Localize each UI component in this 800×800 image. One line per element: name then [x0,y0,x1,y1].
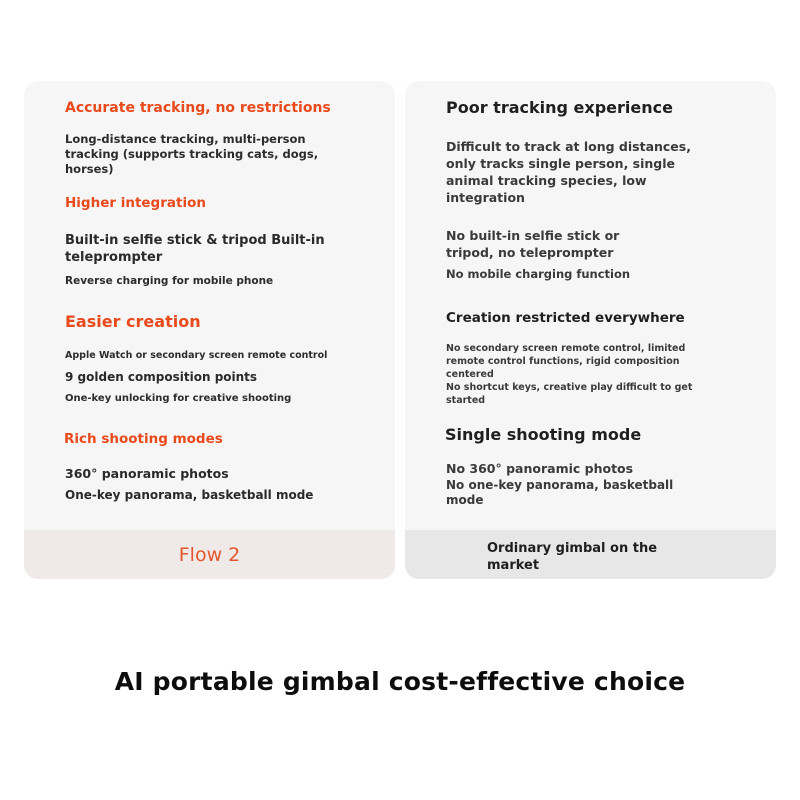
section-title-tracking: Accurate tracking, no restrictions [65,100,331,116]
reverse-charging-text: Reverse charging for mobile phone [65,275,274,287]
composition-points-text: 9 golden composition points [65,370,258,384]
section-title-creation: Easier creation [65,312,201,331]
no-charging-text: No mobile charging function [446,267,631,281]
section-title-creation-restricted: Creation restricted everywhere [446,310,685,326]
section-title-shooting-modes: Rich shooting modes [64,431,223,447]
tracking-description: Long-distance tracking, multi-person tracking (supports tracking cats, dogs, horses) [65,132,319,176]
page-title: AI portable gimbal cost-effective choice [114,667,686,696]
flow2-footer [24,530,395,579]
section-title-poor-tracking: Poor tracking experience [446,98,673,117]
remote-control-text: Apple Watch or secondary screen remote control [65,350,328,361]
creative-unlock-text: One-key unlocking for creative shooting [65,393,292,404]
flow2-comparison-card [24,81,395,579]
panoramic-photos-text: 360° panoramic photos [65,466,229,481]
flow2-label: Flow 2 [178,543,241,566]
no-shortcut-keys-text: No shortcut keys, creative play difficult to get started [446,382,693,406]
section-title-integration: Higher integration [65,195,206,211]
ordinary-gimbal-footer [405,530,776,579]
ordinary-gimbal-label: Ordinary gimbal on the market [487,541,658,573]
panorama-basketball-text: One-key panorama, basketball mode [65,488,314,502]
section-title-single-mode: Single shooting mode [445,425,642,444]
integration-features: Built-in selfie stick & tripod Built-in teleprompter [65,233,325,265]
ordinary-gimbal-comparison-card [405,81,776,579]
no-panorama-basketball-text: No one-key panorama, basketball mode [446,478,674,507]
poor-tracking-description: Difficult to track at long distances, only tracks single person, single animal tracking species, low integration [446,139,691,205]
no-panoramic-text: No 360° panoramic photos [446,461,634,476]
no-selfie-stick-text: No built-in selfie stick or tripod, no teleprompter [446,228,620,260]
no-remote-control-text: No secondary screen remote control, limited remote control functions, rigid composition centered [446,343,686,380]
